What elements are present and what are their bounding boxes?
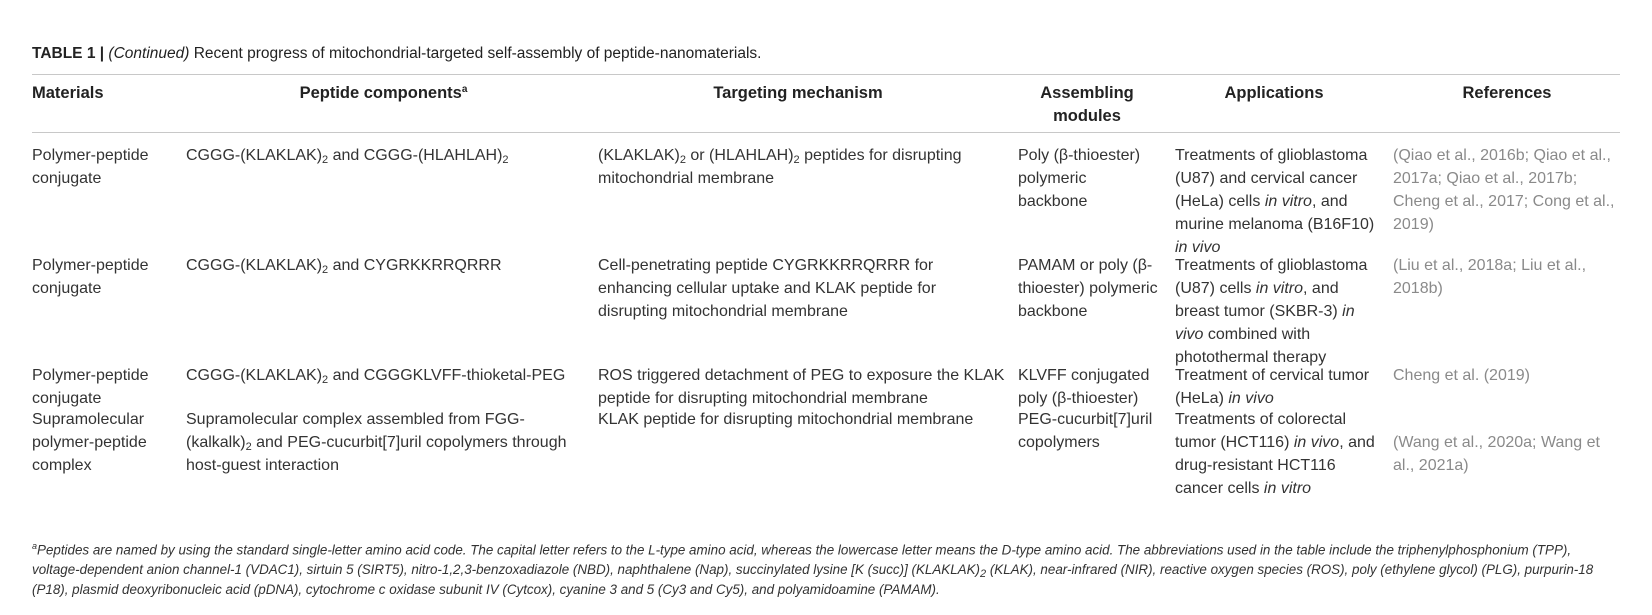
header-peptide-components <box>186 82 581 105</box>
cell-targeting: Cell-penetrating peptide CYGRKKRRQRRR for enhancing cellular uptake and KLAK peptide for disrupting mitochondrial membrane <box>598 257 937 320</box>
cell-materials: Polymer-peptide conjugate <box>32 147 149 187</box>
header-targeting-mechanism: Targeting mechanism <box>713 84 883 102</box>
cell-materials: Polymer-peptide conjugate <box>32 367 149 407</box>
cell-targeting: $(KLAKLAK)_2$ or $(HLAHLAH)_2$ peptides for disrupting mitochondrial membrane <box>598 147 962 187</box>
cell-applications: Treatment of cervical tumor (HeLa) in vivo <box>1175 367 1370 407</box>
header-applications: Applications <box>1224 84 1324 102</box>
cell-assembling: Poly (β-thioester) polymeric backbone <box>1018 147 1141 210</box>
header-materials: Materials <box>32 84 104 102</box>
table-caption <box>32 44 1622 64</box>
cell-references: (Qiao et al., 2016b; Qiao et al., 2017a; Qiao et al., 2017b; Cheng et al., 2017; Cong et al., 2019) <box>1393 147 1615 233</box>
caption-continued: (Continued) <box>108 45 190 62</box>
cell-references: Cheng et al. (2019) <box>1393 367 1530 384</box>
cell-peptide: CGGG-$(KLAKLAK)_2$ and CGGG-$(HLAHLAH)_2$ <box>186 147 509 166</box>
footnote-marker: a <box>32 541 38 551</box>
cell-materials: Polymer-peptide conjugate <box>32 257 149 297</box>
cell-assembling: PAMAM or poly (β-thioester) polymeric backbone <box>1018 257 1158 320</box>
cell-assembling: KLVFF conjugated poly (β-thioester) <box>1018 367 1150 407</box>
cell-peptide: CGGG-$(KLAKLAK)_2$ and CYGRKKRRQRRR <box>186 257 502 276</box>
header-peptide-label: Peptide components <box>299 84 462 102</box>
footnote-text-part-2: (KLAK), near-infrared (NIR), reactive oxygen species (ROS), poly (ethylene glycol) (PLG), purpurin-18 (P18), plasmid deoxyribonucleic acid (pDNA), cytochrome c oxidase subunit IV (Cytcox), cyanine 3 and 5 (Cy3 and Cy5), and polyamidoamine (PAMAM). <box>32 562 1594 598</box>
table-label: TABLE 1 <box>32 45 96 62</box>
footnote-text-part-1: Peptides are named by using the standard single-letter amino acid code. The capital letter refers to the L-type amino acid, whereas the lowercase letter means the D-type amino acid. The abbreviations used in the table include the triphenylphosphonium (TPP), voltage-dependent anion channel-1 (VDAC1), sirtuin 5 (SIRT5), nitro-1,2,3-benzoxadiazole (NBD), naphthalene (Nap), succinylated lysine [K (succ)] (KLAKLAK) <box>32 542 1572 578</box>
table-footnote <box>32 536 1622 600</box>
caption-separator: | <box>99 45 105 62</box>
cell-peptide: CGGG-$(KLAKLAK)_2$ and CGGGKLVFF-thioketal-PEG <box>186 367 566 386</box>
header-assembling-modules: Assembling modules <box>1040 84 1134 125</box>
cell-targeting: ROS triggered detachment of PEG to exposure the KLAK peptide for disrupting mitochondrial membrane <box>598 367 1005 407</box>
cell-applications: Treatments of glioblastoma (U87) and cervical cancer (HeLa) cells in vitro, and murine melanoma (B16F10) in vivo <box>1175 147 1375 256</box>
cell-references: (Liu et al., 2018a; Liu et al., 2018b) <box>1393 257 1587 297</box>
caption-title: Recent progress of mitochondrial-targeted self-assembly of peptide-nanomaterials. <box>189 45 762 62</box>
cell-peptide: Supramolecular complex assembled from FGG-$(kalkalk)_2$ and PEG-cucurbit[7]uril copolymers through host-guest interaction <box>186 411 567 474</box>
top-rule <box>32 74 1620 75</box>
header-references: References <box>1462 84 1552 102</box>
cell-assembling: PEG-cucurbit[7]uril copolymers <box>1018 411 1153 451</box>
header-peptide-footnote-marker: a <box>461 84 468 95</box>
cell-targeting: KLAK peptide for disrupting mitochondrial membrane <box>598 411 974 428</box>
footnote-subscript: 2 <box>979 568 987 581</box>
cell-applications: Treatments of colorectal tumor (HCT116) in vivo, and drug-resistant HCT116 cancer cells in vitro <box>1175 411 1375 497</box>
cell-references: (Wang et al., 2020a; Wang et al., 2021a) <box>1393 434 1600 474</box>
header-rule <box>32 132 1620 133</box>
cell-materials: Supramolecular polymer-peptide complex <box>32 411 147 474</box>
cell-applications: Treatments of glioblastoma (U87) cells in vitro, and breast tumor (SKBR-3) in vivo combined with photothermal therapy <box>1175 257 1368 366</box>
